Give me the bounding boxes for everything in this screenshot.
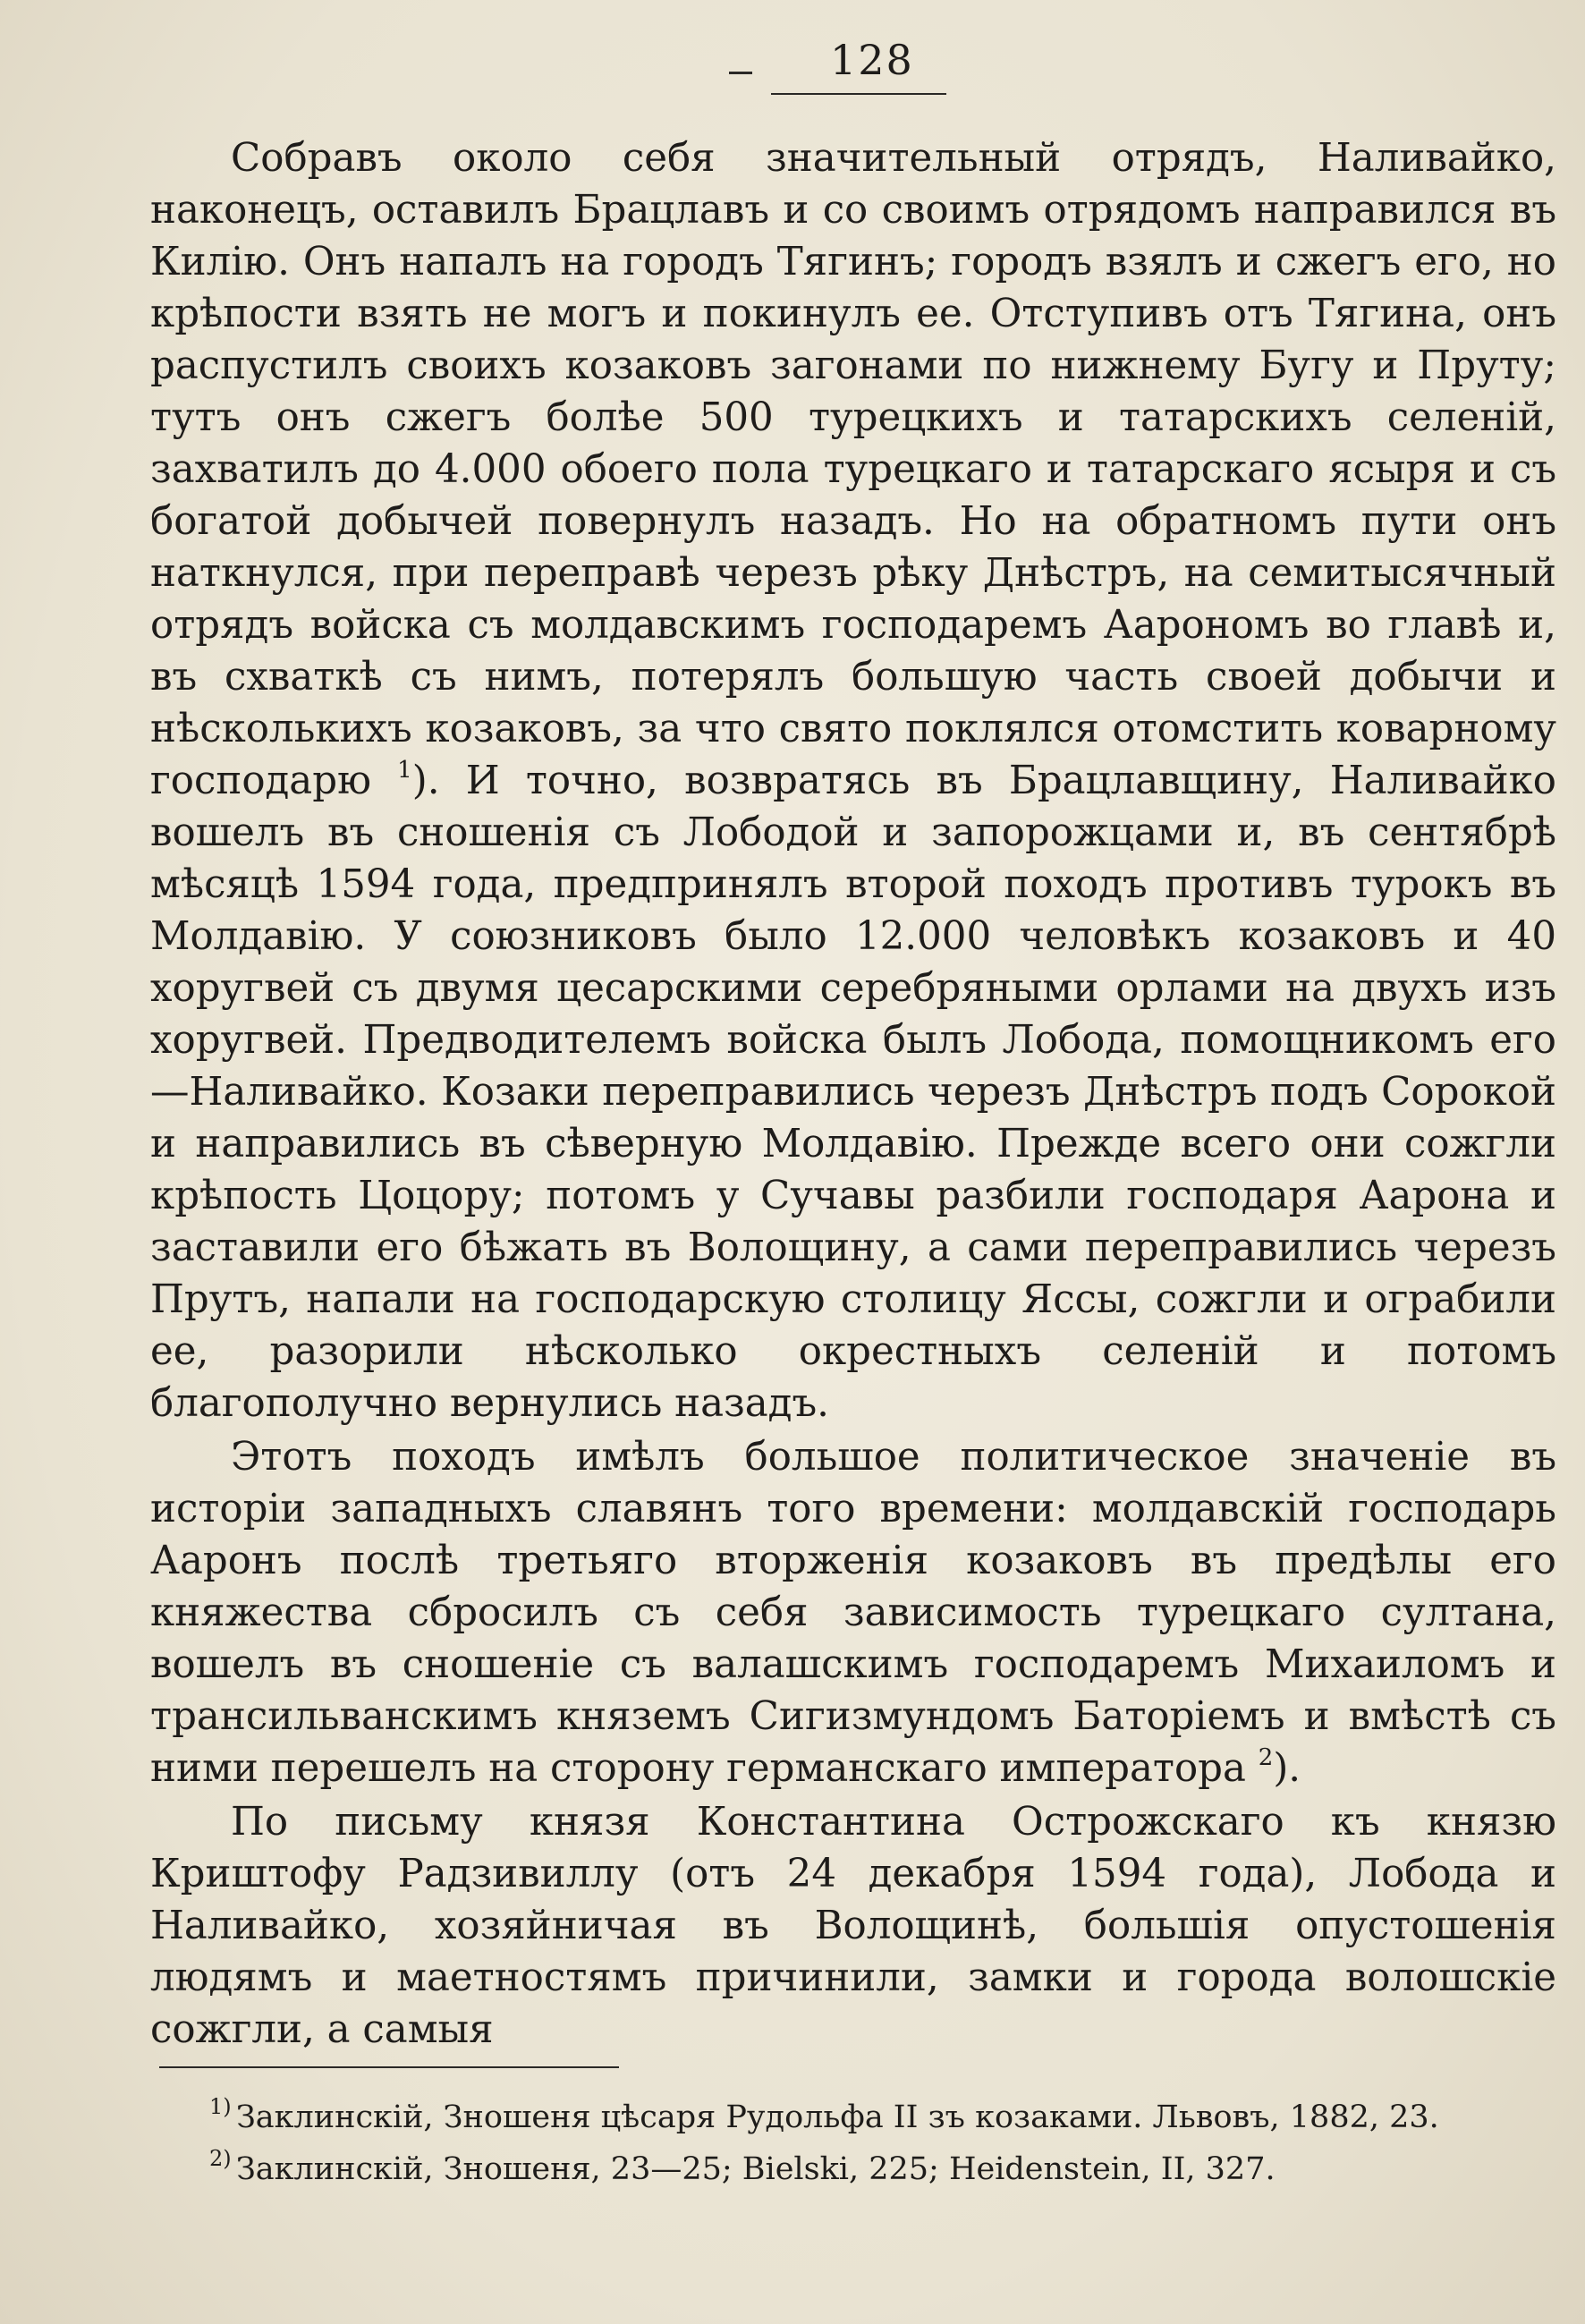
footnote-1-mark: 1) bbox=[209, 2094, 232, 2119]
paragraph-3 bbox=[150, 1796, 1556, 2056]
header-dash bbox=[729, 72, 752, 74]
footnote-1 bbox=[209, 2091, 1556, 2143]
footnote-ref-2: 2 bbox=[1258, 1744, 1274, 1771]
footnote-1-text: Заклинскій, Зношеня цѣсаря Рудольфа II зъ козаками. Львовъ, 1882, 23. bbox=[236, 2099, 1439, 2135]
paragraph-2-part-1: Этотъ походъ имѣлъ большое политическое значеніе въ исторіи западныхъ славянъ того времени: молдавскій господарь Ааронъ послѣ третьяго вторженія козаковъ въ предѣлы его княжества сбросилъ съ себя зависимость турецкаго султана, вошелъ въ сношеніе съ валашскимъ господаремъ Михаиломъ и трансильванскимъ княземъ Сигизмундомъ Баторіемъ и вмѣстѣ съ ними перешелъ на сторону германскаго императора bbox=[150, 1435, 1556, 1791]
page-number: 128 bbox=[830, 36, 914, 84]
paragraph-1-part-1: Собравъ около себя значительный отрядъ, Наливайко, наконецъ, оставилъ Брацлавъ и со своимъ отрядомъ направился въ Килію. Онъ напалъ на городъ Тягинъ; городъ взялъ и сжегъ его, но крѣпости взять не могъ и покинулъ ее. Отступивъ отъ Тягина, онъ распустилъ своихъ козаковъ загонами по нижнему Бугу и Пруту; тутъ онъ сжегъ болѣе 500 турецкихъ и татарскихъ селеній, захватилъ до 4.000 обоего пола турецкаго и татарскаго ясыря и съ богатой добычей повернулъ назадъ. Но на обратномъ пути онъ наткнулся, при переправѣ черезъ рѣку Днѣстръ, на семитысячный отрядъ войска съ молдавскимъ господаремъ Аарономъ во главѣ и, въ схваткѣ съ нимъ, потерялъ большую часть своей добычи и нѣсколькихъ козаковъ, за что свято поклялся отомстить коварному господарю bbox=[150, 136, 1556, 803]
paragraph-2 bbox=[150, 1431, 1556, 1794]
footnote-2-mark: 2) bbox=[209, 2146, 232, 2171]
paragraph-3-part-1: По письму князя Константина Острожскаго къ князю Криштофу Радзивиллу (отъ 24 декабря 1594 года), Лобода и Наливайко, хозяйничая въ Волощинѣ, большія опустошенія людямъ и маетностямъ причинили, замки и города волошскіе сожгли, а самыя bbox=[150, 1800, 1556, 2052]
paragraph-2-part-2: ). bbox=[1273, 1746, 1301, 1791]
footnote-2 bbox=[209, 2143, 1556, 2195]
paragraph-1-part-2: ). И точно, возвратясь въ Брацлавщину, Наливайко вошелъ въ сношенія съ Лободой и запорожцами и, въ сентябрѣ мѣсяцѣ 1594 года, предпринялъ второй походъ противъ турокъ въ Молдавію. У союзниковъ было 12.000 человѣкъ козаковъ и 40 хоругвей съ двумя цесарскими серебряными орлами на двухъ изъ хоругвей. Предводителемъ войска былъ Лобода, помощникомъ его—Наливайко. Козаки переправились черезъ Днѣстръ подъ Сорокой и направились въ сѣверную Молдавію. Прежде всего они сожгли крѣпость Цоцору; потомъ у Сучавы разбили господаря Аарона и заставили его бѣжать въ Волощину, а сами переправились черезъ Прутъ, напали на господарскую столицу Яссы, сожгли и ограбили ее, разорили нѣсколько окрестныхъ селеній и потомъ благополучно вернулись назадъ. bbox=[150, 759, 1556, 1426]
header-rule bbox=[771, 93, 946, 95]
body-text bbox=[150, 132, 1556, 2056]
footnotes bbox=[209, 2091, 1556, 2195]
footnote-ref-1: 1 bbox=[397, 757, 412, 784]
footnote-separator bbox=[159, 2066, 619, 2068]
paragraph-1 bbox=[150, 132, 1556, 1429]
footnote-2-text: Заклинскій, Зношеня, 23—25; Bielski, 225; Heidenstein, II, 327. bbox=[236, 2151, 1276, 2187]
